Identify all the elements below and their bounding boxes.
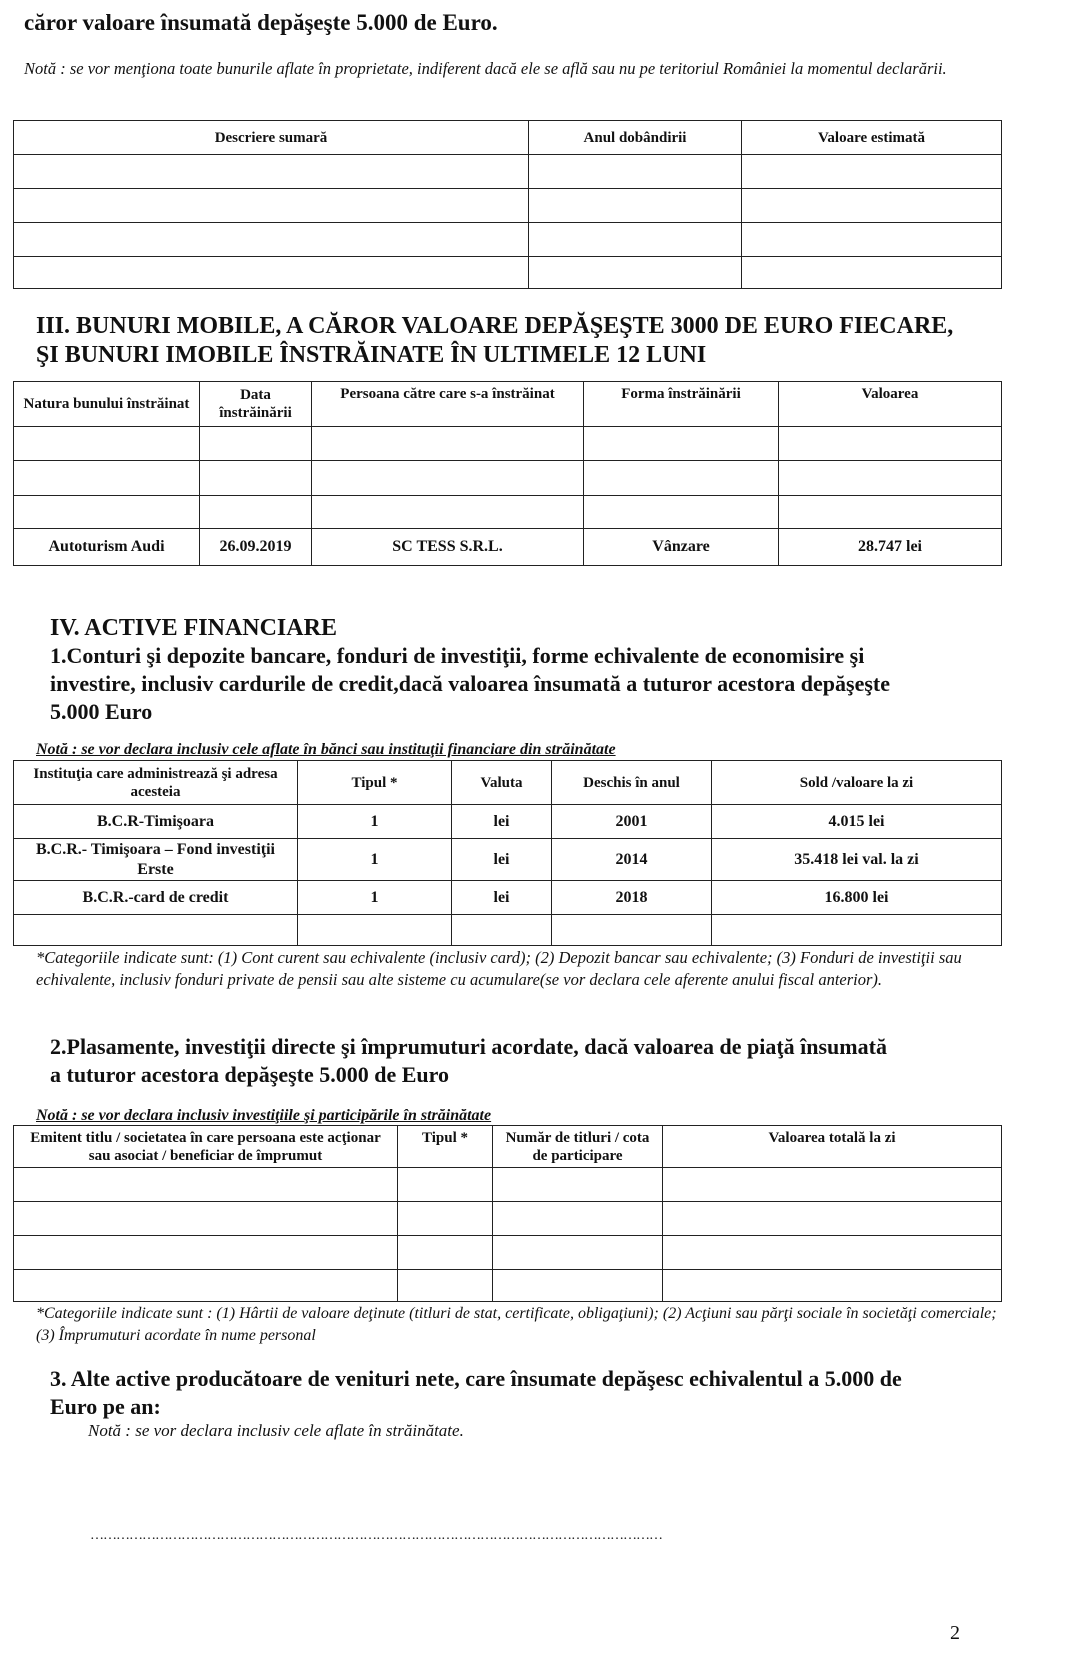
table-row: [14, 257, 1002, 289]
table-row: [14, 461, 1002, 496]
sub2-line2: a tuturor acestora depăşeşte 5.000 de Euro: [50, 1062, 450, 1087]
table-row: [14, 427, 1002, 461]
dotted-line: ……………………………………………………………………………………………………………………: [90, 1528, 662, 1543]
col-deschis: Deschis în anul: [552, 761, 712, 805]
note1: Notă : se vor declara inclusiv cele aflate în bănci sau instituţii financiare din străinătate: [36, 741, 616, 758]
cell-valoarea: 28.747 lei: [779, 529, 1002, 566]
col-descriere: Descriere sumară: [14, 121, 529, 155]
col-valoare-totala: Valoarea totală la zi: [663, 1126, 1002, 1168]
col-valoare: Valoare estimată: [742, 121, 1002, 155]
investments-table: [13, 1125, 1002, 1302]
col-natura: Natura bunului înstrăinat: [14, 382, 200, 427]
bank-accounts-table: [13, 760, 1002, 946]
cell-forma: Vânzare: [584, 529, 779, 566]
table-row: [14, 881, 1002, 915]
table-row: [14, 915, 1002, 946]
sub1-line3: 5.000 Euro: [50, 699, 153, 724]
table-row: [14, 529, 1002, 566]
col-tipul: Tipul *: [298, 761, 452, 805]
table-row: [14, 839, 1002, 881]
note3: Notă : se vor declara inclusiv cele aflate în străinătate.: [88, 1421, 464, 1440]
top-note: Notă : se vor menţiona toate bunurile aflate în proprietate, indiferent dacă ele se află sau nu pe teritoriul României la momentul declarării.: [24, 59, 947, 78]
continued-line: căror valoare însumată depăşeşte 5.000 de Euro.: [24, 10, 498, 35]
sub1-line1: 1.Conturi şi depozite bancare, fonduri de investiţii, forme echivalente de economisire şi: [50, 643, 865, 668]
section3-title-2: ŞI BUNURI IMOBILE ÎNSTRĂINATE ÎN ULTIMELE 12 LUNI: [36, 342, 707, 368]
cell-deschis: 2018: [552, 881, 712, 915]
cell-sold: 35.418 lei val. la zi: [712, 839, 1002, 881]
table-row: [14, 189, 1002, 223]
cell-deschis: 2014: [552, 839, 712, 881]
cell-tipul: 1: [298, 881, 452, 915]
cell-deschis: 2001: [552, 805, 712, 839]
cell-sold: 4.015 lei: [712, 805, 1002, 839]
cell-institutia: B.C.R-Timişoara: [14, 805, 298, 839]
table-row: [14, 1202, 1002, 1236]
table-row: [14, 223, 1002, 257]
categories2-note: *Categoriile indicate sunt : (1) Hârtii de valoare deţinute (titluri de stat, certificate, obligaţiuni); (2) Acţiuni sau părţi sociale în societăţi comerciale; (3) Împrumuturi acordate în nume personal: [36, 1305, 997, 1344]
cell-institutia: B.C.R.-card de credit: [14, 881, 298, 915]
col-institutia: Instituţia care administrează şi adresa acesteia: [14, 761, 298, 805]
col-forma: Forma înstrăinării: [584, 382, 779, 427]
cell-valuta: lei: [452, 881, 552, 915]
section4-title: IV. ACTIVE FINANCIARE: [50, 615, 337, 641]
sub3-line2: Euro pe an:: [50, 1394, 161, 1419]
note2: Notă : se vor declara inclusiv investiţiile şi participările în străinătate: [36, 1107, 492, 1124]
page-number: 2: [950, 1622, 960, 1644]
sub1-line2: investire, inclusiv cardurile de credit,dacă valoarea însumată a tuturor acestora depăşeşte: [50, 671, 890, 696]
section3-title-1: III. BUNURI MOBILE, A CĂROR VALOARE DEPĂŞEŞTE 3000 DE EURO FIECARE,: [36, 313, 954, 339]
cell-valuta: lei: [452, 839, 552, 881]
col-persoana: Persoana către care s-a înstrăinat: [312, 382, 584, 427]
cell-data: 26.09.2019: [200, 529, 312, 566]
sub2-line1: 2.Plasamente, investiţii directe şi împrumuturi acordate, dacă valoarea de piaţă însumată: [50, 1034, 887, 1059]
cell-tipul: 1: [298, 839, 452, 881]
cell-tipul: 1: [298, 805, 452, 839]
table-row: [14, 155, 1002, 189]
col-numar: Număr de titluri / cota de participare: [493, 1126, 663, 1168]
col-anul: Anul dobândirii: [529, 121, 742, 155]
table-row: [14, 805, 1002, 839]
cell-valuta: lei: [452, 805, 552, 839]
col-tipul2: Tipul *: [398, 1126, 493, 1168]
table-row: [14, 1270, 1002, 1302]
alienated-goods-table: [13, 381, 1002, 566]
col-sold: Sold /valoare la zi: [712, 761, 1002, 805]
table-row: [14, 496, 1002, 529]
col-valuta: Valuta: [452, 761, 552, 805]
table-row: [14, 1236, 1002, 1270]
cell-persoana: SC TESS S.R.L.: [312, 529, 584, 566]
categories1-note: *Categoriile indicate sunt: (1) Cont curent sau echivalente (inclusiv card); (2) Depozit bancar sau echivalente; (3) Fonduri de investiţii sau echivalente, inclusiv fonduri private de pensii sau alte sisteme cu acumulare(se vor declara cele aferente anului fiscal anterior).: [36, 948, 962, 990]
col-data: Data înstrăinării: [200, 382, 312, 427]
cell-natura: Autoturism Audi: [14, 529, 200, 566]
col-emitent: Emitent titlu / societatea în care persoana este acţionar sau asociat / beneficiar de împrumut: [14, 1126, 398, 1168]
table-row: [14, 1168, 1002, 1202]
cell-sold: 16.800 lei: [712, 881, 1002, 915]
assets-table: [13, 120, 1002, 289]
cell-institutia: B.C.R.- Timişoara – Fond investiţii Erste: [14, 839, 298, 881]
sub3-line1: 3. Alte active producătoare de venituri nete, care însumate depăşesc echivalentul a 5.000 de: [50, 1366, 902, 1391]
col-valoarea: Valoarea: [779, 382, 1002, 427]
